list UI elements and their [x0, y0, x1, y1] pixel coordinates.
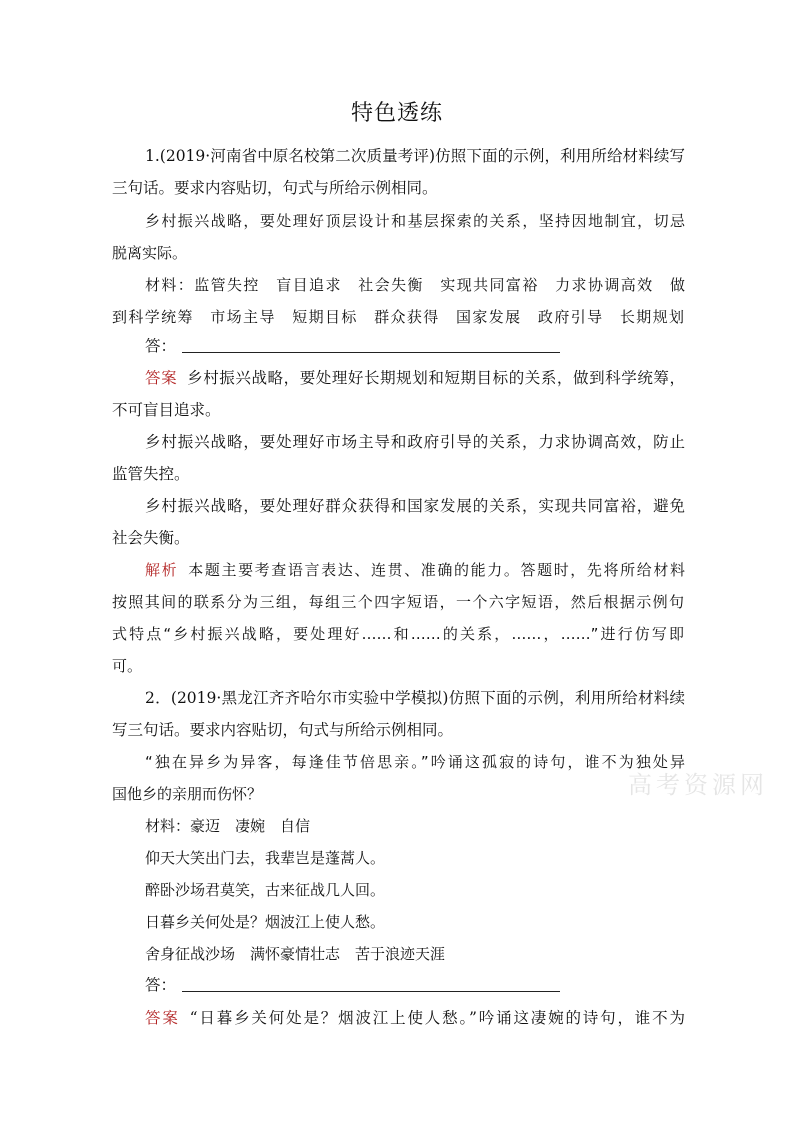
q2-phrases: 舍身征战沙场 满怀豪情壮志 苦于浪迹天涯: [145, 945, 446, 963]
q2-answer-line1: [145, 1008, 685, 1028]
q2-answer-tag: 答案: [145, 1009, 180, 1027]
q1-example-line2: 脱离实际。: [112, 244, 188, 262]
q1-answer2-line2: 监管失控。: [112, 465, 190, 483]
q1-answer1-text: 乡村振兴战略，要处理好长期规划和短期目标的关系，做到科学统筹，: [187, 369, 685, 387]
q2-poem3: 日暮乡关何处是？烟波江上使人愁。: [145, 913, 386, 931]
q1-material-line2: 到科学统筹 市场主导 短期目标 群众获得 国家发展 政府引导 长期规划: [112, 308, 684, 326]
q1-answer-tag: 答案: [145, 369, 178, 387]
q2-answer-text: “日暮乡关何处是？烟波江上使人愁。”吟诵这凄婉的诗句，谁不为: [189, 1009, 685, 1027]
q1-analysis-text: 本题主要考查语言表达、连贯、准确的能力。答题时，先将所给材料: [188, 561, 685, 579]
watermark: 高考资源网: [628, 771, 768, 799]
q1-analysis-line2: 按照其间的联系分为三组，每组三个四字短语，一个六字短语，然后根据示例句: [112, 593, 684, 611]
q2-poem2: 醉卧沙场君莫笑，古来征战几人回。: [145, 881, 386, 899]
q2-example-line1: “独在异乡为异客，每逢佳节倍思亲。”吟诵这孤寂的诗句，谁不为独处异: [145, 753, 685, 771]
q2-stem-line2: 写三句话。要求内容贴切，句式与所给示例相同。: [112, 721, 454, 739]
q1-analysis-tag: 解析: [145, 561, 179, 579]
q1-answer1-line1: [145, 368, 685, 388]
q2-answer-prompt: 答：: [145, 976, 177, 994]
q2-example-line2: 国他乡的亲朋而伤怀？: [112, 785, 263, 803]
q2-answer-blank: [145, 975, 685, 995]
q1-analysis-line4: 可。: [112, 657, 143, 675]
q1-material-line1: 材料：监管失控 盲目追求 社会失衡 实现共同富裕 力求协调高效 做: [145, 276, 685, 294]
q1-answer-prompt: 答：: [145, 337, 177, 355]
q1-answer2-line1: 乡村振兴战略，要处理好市场主导和政府引导的关系，力求协调高效，防止: [145, 433, 685, 451]
q2-material-line1: 材料：豪迈 凄婉 自信: [145, 817, 311, 835]
q1-answer-blank: [145, 336, 685, 356]
q2-answer-underline: [182, 991, 560, 992]
q1-answer1-line2: 不可盲目追求。: [112, 401, 221, 419]
q1-answer-underline: [182, 352, 560, 353]
q1-analysis-line3: 式特点“乡村振兴战略，要处理好……和……的关系，……，……”进行仿写即: [112, 625, 684, 643]
q2-stem-line1: 2．(2019·黑龙江齐齐哈尔市实验中学模拟)仿照下面的示例，利用所给材料续: [145, 689, 685, 707]
q1-example-line1: 乡村振兴战略，要处理好顶层设计和基层探索的关系，坚持因地制宜，切忌: [145, 212, 685, 230]
q1-answer3-line2: 社会失衡。: [112, 529, 190, 547]
q2-poem1: 仰天大笑出门去，我辈岂是蓬蒿人。: [145, 849, 386, 867]
q1-analysis-line1: [145, 560, 685, 580]
q1-stem-line1: 1.(2019·河南省中原名校第二次质量考评)仿照下面的示例，利用所给材料续写: [145, 147, 685, 165]
page-title: 特色透练: [350, 101, 443, 126]
q1-answer3-line1: 乡村振兴战略，要处理好群众获得和国家发展的关系，实现共同富裕，避免: [145, 497, 685, 515]
q1-stem-line2: 三句话。要求内容贴切，句式与所给示例相同。: [112, 179, 438, 197]
